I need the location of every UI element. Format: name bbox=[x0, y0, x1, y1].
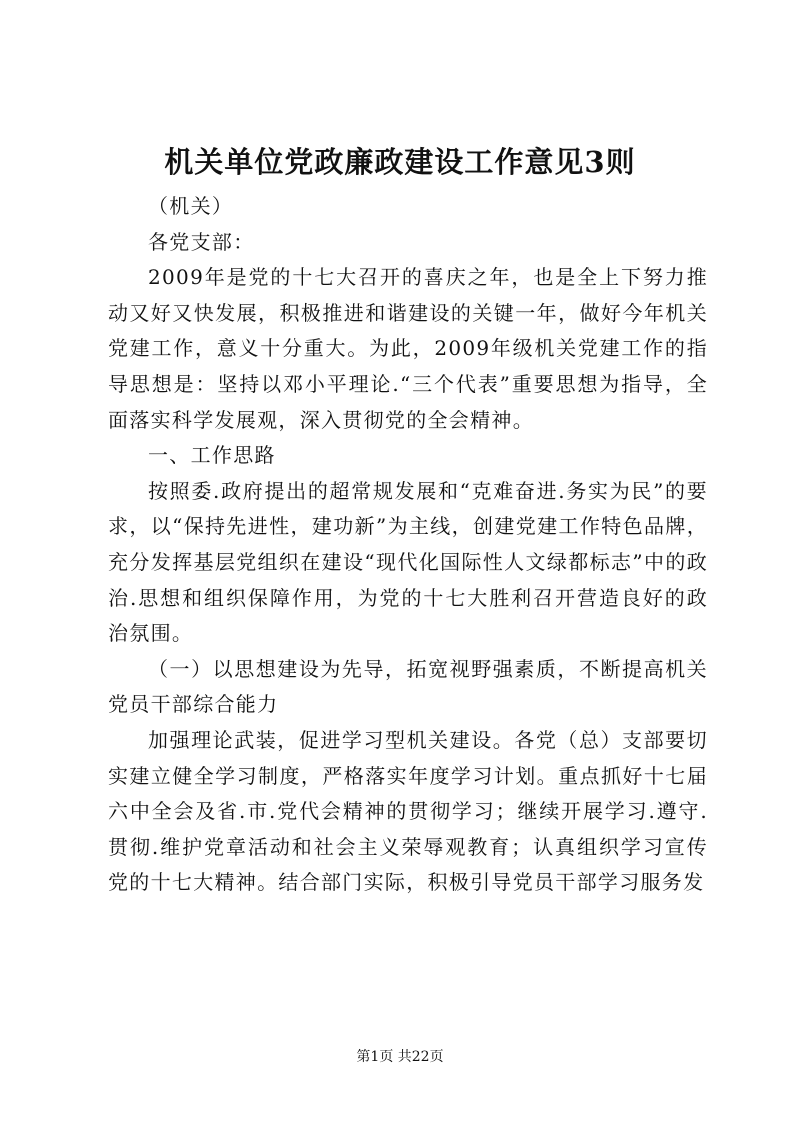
document-title: 机关单位党政廉政建设工作意见3则 bbox=[164, 145, 636, 179]
subsection-heading-ideology: （一）以思想建设为先导，拓宽视野强素质，不断提高机关党员干部综合能力 bbox=[108, 656, 708, 717]
paragraph-intro: 2009年是党的十七大召开的喜庆之年，也是全上下努力推动又好又快发展，积极推进和谐建设的关键一年，做好今年机关党建工作，意义十分重大。为此，2009年级机关党建工作的指导思想是：坚持以邓小平理论.“三个代表”重要思想为指导，全面落实科学发展观，深入贯彻党的全会精神。 bbox=[108, 265, 708, 432]
section-heading-work-ideas: 一、工作思路 bbox=[148, 443, 276, 468]
paragraph-salutation: 各党支部： bbox=[148, 229, 255, 254]
paragraph-work-ideas: 按照委.政府提出的超常规发展和“克难奋进.务实为民”的要求，以“保持先进性，建功新”为主线，创建党建工作特色品牌，充分发挥基层党组织在建设“现代化国际性人文绿都标志”中的政治.思想和组织保障作用，为党的十七大胜利召开营造良好的政治氛围。 bbox=[108, 478, 708, 646]
page-footer: 第1页 共22页 bbox=[356, 1049, 444, 1065]
paragraph-department: （机关） bbox=[148, 194, 234, 218]
paragraph-theory-study: 加强理论武装，促进学习型机关建设。各党（总）支部要切实建立健全学习制度，严格落实年度学习计划。重点抓好十七届六中全会及省.市.党代会精神的贯彻学习；继续开展学习.遵守.贯彻.维护党章活动和社会主义荣辱观教育；认真组织学习宣传党的十七大精神。结合部门实际，积极引导党员干部学习服务发 bbox=[108, 727, 708, 895]
document-body bbox=[108, 189, 708, 901]
